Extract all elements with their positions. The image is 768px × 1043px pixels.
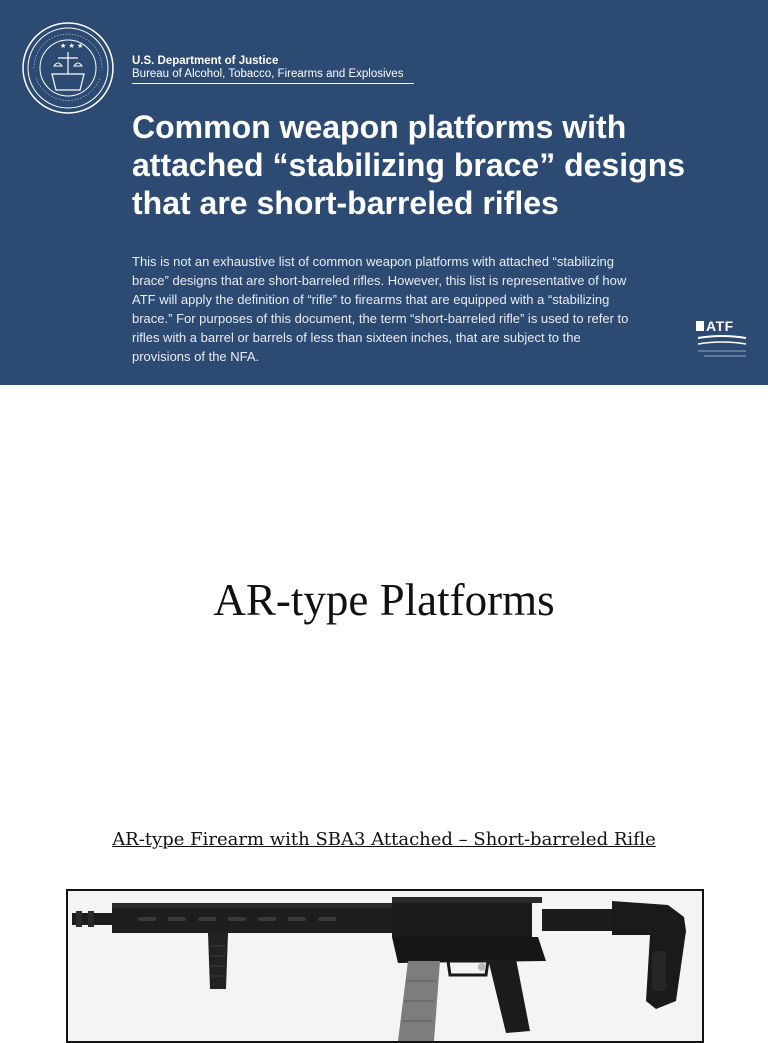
atf-logo-text: ATF <box>706 318 734 334</box>
svg-text:★ ★ ★: ★ ★ ★ <box>60 42 84 50</box>
flag-stripes-icon <box>696 318 748 362</box>
atf-logo <box>696 318 748 362</box>
intro-paragraph: This is not an exhaustive list of common weapon platforms with attached “stabilizing brace” designs that are short-barreled rifles. However, this list is representative of how ATF will apply the definition of “rifle” to firearms that are equipped with a “stabilizing brace.” For purposes of this document, the term “short-barreled rifle” is used to refer to rifles with a barrel or barrels of less than sixteen inches, that are subject to the provisions of the NFA. <box>132 254 629 364</box>
bureau-name: Bureau of Alcohol, Tobacco, Firearms and Explosives <box>132 67 414 84</box>
page-title: Common weapon platforms with attached “stabilizing brace” designs that are short-barreled rifles <box>132 109 686 221</box>
department-name: U.S. Department of Justice <box>132 55 279 67</box>
atf-seal-icon <box>22 22 114 114</box>
rifle-photo <box>66 889 704 1043</box>
header-banner <box>0 0 768 385</box>
ar-rifle-photo <box>68 891 702 1041</box>
figure-caption: AR-type Firearm with SBA3 Attached – Short-barreled Rifle <box>112 829 656 850</box>
section-title: AR-type Platforms <box>213 575 555 625</box>
